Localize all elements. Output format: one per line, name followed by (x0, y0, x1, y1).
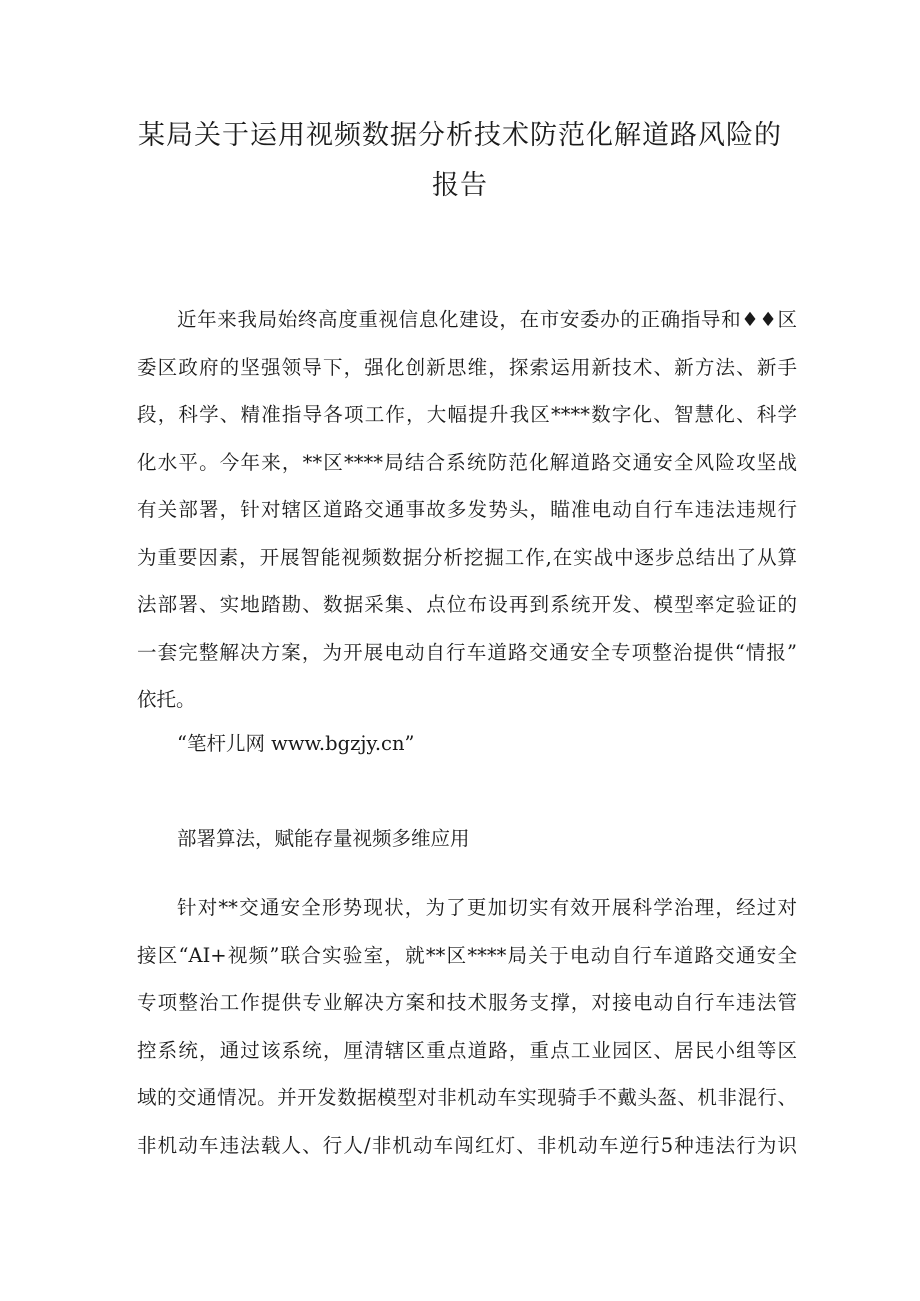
paragraph-line: 控系统，通过该系统，厘清辖区重点道路，重点工业园区、居民小组等区 (137, 1038, 797, 1062)
paragraph-line: 专项整治工作提供专业解决方案和技术服务支撑，对接电动自行车违法管 (137, 991, 797, 1014)
paragraph-section-body (137, 884, 797, 1169)
section-heading: 部署算法，赋能存量视频多维应用 (177, 827, 470, 850)
paragraph-line: 非机动车违法载人、行人/非机动车闯红灯、非机动车逆行5种违法行为识 (137, 1133, 797, 1157)
document-title-line-1: 某局关于运用视频数据分析技术防范化解道路风险的 (138, 120, 782, 151)
paragraph-line: 段，科学、精准指导各项工作，大幅提升我区****数字化、智慧化、科学 (137, 403, 797, 426)
paragraph-line: 为重要因素，开展智能视频数据分析挖掘工作,在实战中逐步总结出了从算 (137, 545, 797, 569)
document-title-line-2: 报告 (432, 170, 488, 201)
paragraph-line: 接区“AI+视频”联合实验室，就**区****局关于电动自行车道路交通安全 (137, 943, 797, 967)
paragraph-line: 近年来我局始终高度重视信息化建设，在市安委办的正确指导和♦♦区 (177, 308, 797, 331)
paragraph-line: 针对**交通安全形势现状，为了更加切实有效开展科学治理，经过对 (177, 896, 797, 919)
paragraph-intro (137, 296, 797, 724)
paragraph-line: 委区政府的坚强领导下，强化创新思维，探索运用新技术、新方法、新手 (137, 355, 797, 379)
paragraph-line: 化水平。今年来，**区****局结合系统防范化解道路交通安全风险攻坚战 (137, 450, 797, 474)
paragraph-line: 法部署、实地踏勘、数据采集、点位布设再到系统开发、模型率定验证的 (137, 593, 797, 616)
watermark-line: “笔杆儿网 www.bgzjy.cn” (177, 732, 415, 755)
paragraph-line: 一套完整解决方案，为开展电动自行车道路交通安全专项整治提供“情报” (137, 640, 797, 664)
paragraph-line: 有关部署，针对辖区道路交通事故多发势头，瞄准电动自行车违法违规行 (137, 498, 797, 521)
paragraph-line: 依托。 (137, 688, 196, 711)
paragraph-line: 域的交通情况。并开发数据模型对非机动车实现骑手不戴头盔、机非混行、 (137, 1086, 797, 1109)
